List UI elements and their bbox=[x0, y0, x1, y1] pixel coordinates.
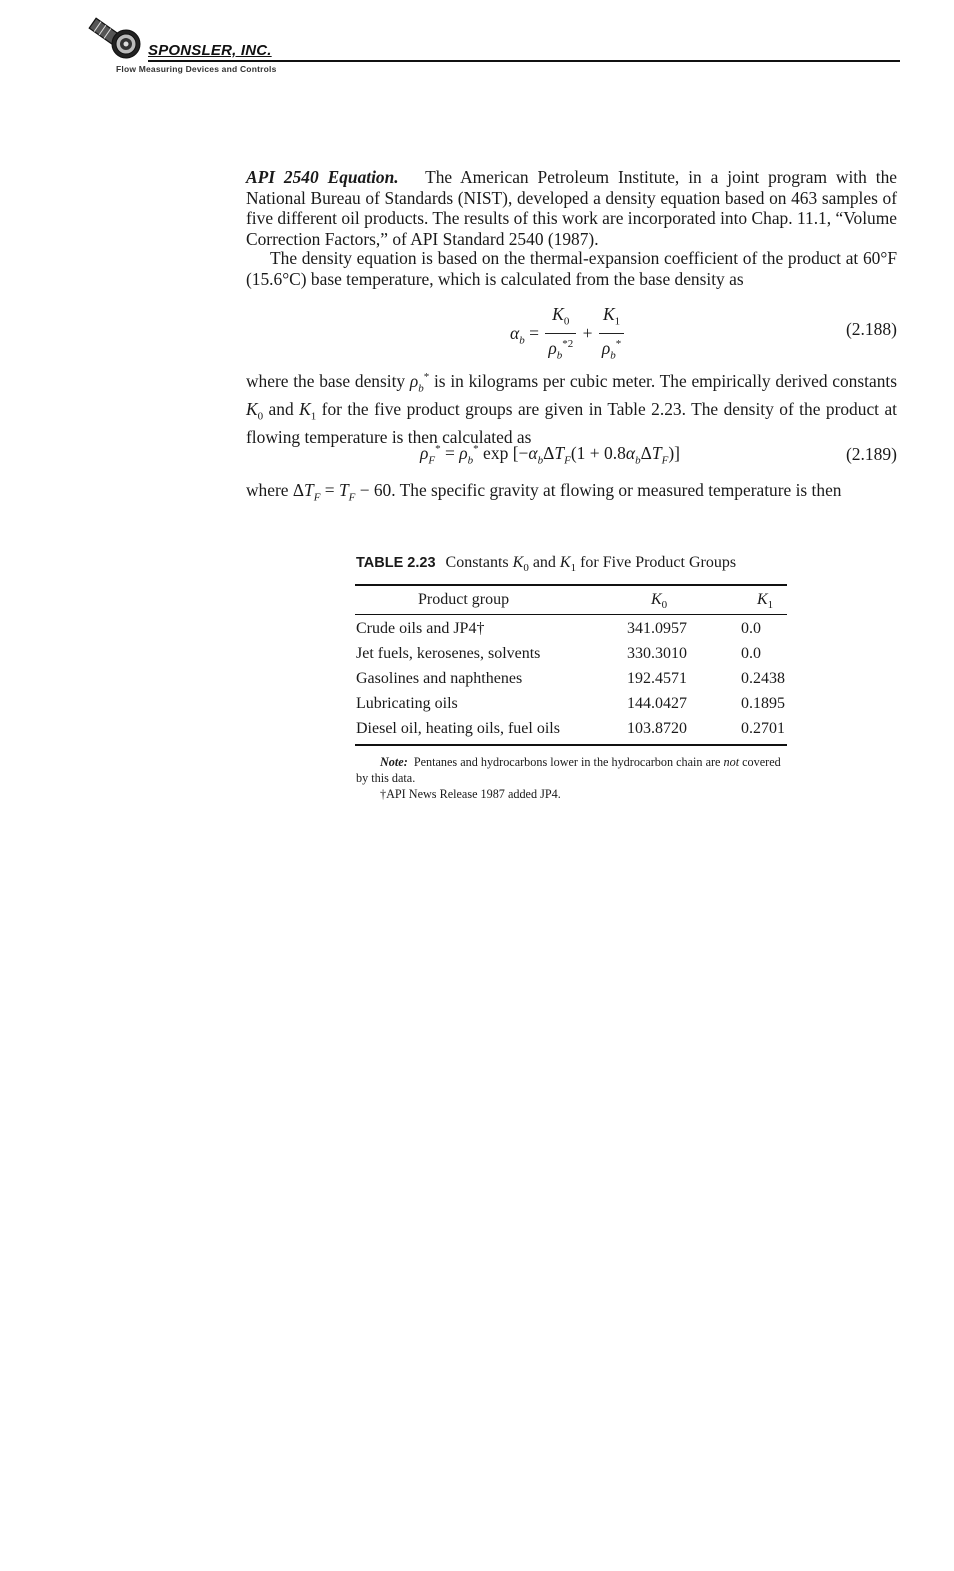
table-cell-product: Crude oils and JP4† bbox=[356, 620, 485, 637]
table-cell-k0: 192.4571 bbox=[627, 670, 687, 687]
table-cell-k0: 341.0957 bbox=[627, 620, 687, 637]
table-header-rule bbox=[355, 614, 787, 615]
table-cell-k0: 144.0427 bbox=[627, 695, 687, 712]
note-emphasis: not bbox=[723, 755, 740, 769]
equation-number: (2.189) bbox=[845, 444, 897, 464]
table-cell-product: Diesel oil, heating oils, fuel oils bbox=[356, 720, 560, 737]
table-header-k1: $K_1$ bbox=[757, 591, 774, 612]
paragraph-text: The American Petroleum Institute, in a joint program with the National Bureau of Standards (NIST), developed a density equation based on 463 samples of five different oil products. The results of this work are incorporated into Chap. 11.1, “Volume Correction Factors,” of API Standard 2540 (1987). bbox=[246, 167, 897, 249]
fraction-k1: $\frac{K_1}{\rho_b^*}$ bbox=[599, 304, 624, 366]
text-run: where bbox=[246, 480, 293, 500]
equation-2-188: $\alpha_b$ = $\frac{K_0}{\rho_b^{*2}}$ + $\frac{K_1}{\rho_b^*}$ bbox=[510, 304, 626, 366]
caption-text: and bbox=[528, 554, 560, 571]
caption-text: for Five Product Groups bbox=[576, 554, 737, 571]
text-run: and bbox=[263, 398, 300, 419]
table-number: TABLE 2.23 bbox=[356, 555, 436, 571]
note-text: covered by this data. bbox=[356, 755, 781, 785]
table-cell-k1: 0.0 bbox=[741, 620, 761, 637]
paragraph-base-density: where the base density $\rho_b^*$ is in kilograms per cubic meter. The empirically derived constants $K_0$ and $K_1$ for the five product groups are given in Table 2.23. The density of the product at flowing temperature is then calculated as bbox=[246, 370, 897, 447]
table-footnote: †API News Release 1987 added JP4. bbox=[380, 787, 561, 801]
text-run: − 60. The specific gravity at flowing or measured temperature is then bbox=[355, 480, 842, 500]
paragraph-specific-gravity: where $\Delta T_F = T_F - 60$. The specific gravity at flowing or measured temperature is then bbox=[246, 480, 842, 504]
table-cell-k1: 0.1895 bbox=[741, 695, 785, 712]
text-run: is in kilograms per cubic meter. The empirically derived constants bbox=[429, 370, 897, 391]
table-cell-k1: 0.2701 bbox=[741, 720, 785, 737]
table-top-rule bbox=[355, 584, 787, 586]
section-lead-heading: API 2540 Equation. bbox=[246, 167, 399, 187]
table-header-k0: $K_0$ bbox=[651, 591, 668, 612]
note-text: Pentanes and hydrocarbons lower in the hydrocarbon chain are bbox=[413, 755, 724, 769]
table-cell-k0: 330.3010 bbox=[627, 645, 687, 662]
table-header-product-group: Product group bbox=[418, 591, 510, 608]
equation-2-189: $\rho_F^* = \rho_b^*$ $\exp [-\alpha_b\Delta T_F(1 + 0.8\alpha_b\Delta T_F)]$ bbox=[420, 443, 680, 467]
table-cell-k0: 103.8720 bbox=[627, 720, 687, 737]
paragraph-text: The density equation is based on the thermal-expansion coefficient of the product at 60°F (15.6°C) base temperature, which is calculated from the base density as bbox=[246, 248, 897, 289]
table-caption: TABLE 2.23 Constants $K_0$ and $K_1$ for Five Product Groups bbox=[356, 554, 737, 575]
table-cell-product: Jet fuels, kerosenes, solvents bbox=[356, 645, 541, 662]
paragraph-api-2540 bbox=[246, 167, 897, 249]
paragraph-density-equation bbox=[246, 248, 897, 289]
table-cell-product: Lubricating oils bbox=[356, 695, 458, 712]
fraction-k0: $\frac{K_0}{\rho_b^{*2}}$ bbox=[545, 304, 576, 366]
table-note bbox=[356, 755, 788, 786]
note-label: Note: bbox=[380, 755, 408, 769]
equation-number: (2.188) bbox=[845, 319, 897, 339]
table-cell-k1: 0.2438 bbox=[741, 670, 785, 687]
text-run: where the base density bbox=[246, 370, 410, 391]
company-name: SPONSLER, INC. bbox=[148, 42, 272, 59]
company-tagline: Flow Measuring Devices and Controls bbox=[116, 64, 277, 74]
caption-text: Constants bbox=[445, 554, 513, 571]
header-rule bbox=[148, 60, 900, 62]
table-cell-product: Gasolines and naphthenes bbox=[356, 670, 523, 687]
turbine-flowmeter-logo-icon bbox=[86, 16, 148, 62]
text-run: for the five product groups are given in Table 2.23. The density of the product at flowing temperature is then calculated as bbox=[246, 398, 897, 447]
table-cell-k1: 0.0 bbox=[741, 645, 761, 662]
table-bottom-rule bbox=[355, 744, 787, 746]
